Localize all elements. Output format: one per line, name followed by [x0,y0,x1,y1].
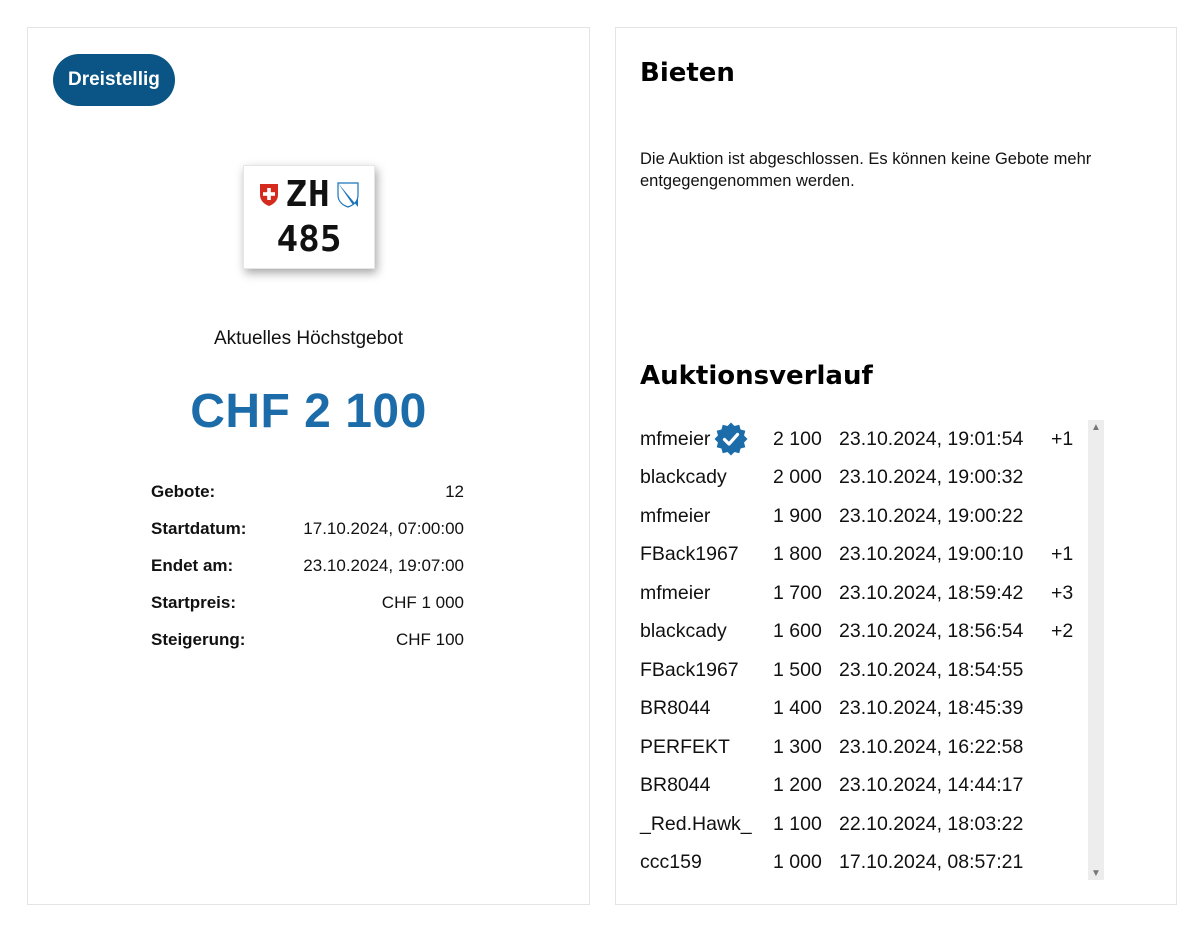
history-time: 22.10.2024, 18:03:22 [839,812,1024,835]
history-user-cell [640,736,773,759]
history-user: FBack1967 [640,543,739,566]
history-time: 23.10.2024, 16:22:58 [839,735,1024,758]
history-user: _Red.Hawk_ [640,812,752,835]
history-user: ccc159 [640,851,702,874]
history-user: BR8044 [640,697,711,720]
history-user-cell [640,505,773,528]
detail-bids [151,473,464,510]
verified-badge-icon [714,422,748,456]
history-extra-bids: +1 [1051,543,1074,566]
auction-details [151,473,464,658]
history-row [640,728,1088,767]
history-extra-bids: +3 [1051,581,1074,604]
bid-heading: Bieten [640,58,735,88]
detail-label: Steigerung: [151,629,246,649]
history-user: blackcady [640,466,727,489]
history-time: 23.10.2024, 18:45:39 [839,697,1024,720]
history-time: 23.10.2024, 18:54:55 [839,658,1024,681]
chevron-up-icon[interactable]: ▲ [1091,421,1101,433]
history-user: mfmeier [640,427,711,450]
category-badge[interactable]: Dreistellig [53,54,175,106]
history-user: blackcady [640,620,727,643]
chevron-down-icon[interactable]: ▼ [1091,867,1101,879]
detail-value: 17.10.2024, 07:00:00 [303,518,464,538]
auction-history-list [640,420,1088,882]
detail-start-price [151,584,464,621]
highest-bid-value: CHF 2 100 [190,385,427,438]
detail-value: CHF 1 000 [381,592,464,612]
history-row [640,497,1088,536]
detail-label: Startdatum: [151,518,247,538]
detail-value: 12 [445,481,464,501]
history-time: 23.10.2024, 18:59:42 [839,581,1024,604]
plate-number: 485 [276,219,342,260]
history-user-cell [640,697,773,720]
history-amount: 1 100 [773,812,822,835]
history-extra-bids: +1 [1051,427,1074,450]
history-amount: 2 000 [773,466,822,489]
history-amount: 1 200 [773,774,822,797]
history-row [640,844,1088,883]
history-time: 23.10.2024, 19:01:54 [839,427,1024,450]
history-amount: 1 600 [773,620,822,643]
history-amount: 1 400 [773,697,822,720]
detail-value: 23.10.2024, 19:07:00 [303,555,464,575]
history-user: PERFEKT [640,735,730,758]
history-amount: 1 500 [773,658,822,681]
history-user-cell [640,582,773,605]
zurich-crest-icon [337,182,359,208]
detail-end-date [151,547,464,584]
history-amount: 1 300 [773,735,822,758]
detail-increment [151,621,464,658]
history-row [640,459,1088,498]
history-time: 23.10.2024, 18:56:54 [839,620,1024,643]
highest-bid-label: Aktuelles Höchstgebot [213,328,404,349]
detail-label: Gebote: [151,481,216,501]
history-user: mfmeier [640,504,711,527]
history-user-cell [640,813,773,836]
history-user-cell [640,466,773,489]
auction-item-panel [27,27,590,905]
history-heading: Auktionsverlauf [640,361,873,391]
bidding-panel [615,27,1177,905]
history-user-cell [640,620,773,643]
history-row [640,420,1088,459]
detail-value: CHF 100 [395,629,464,649]
history-user-cell [640,543,773,566]
history-user-cell [640,659,773,682]
history-row [640,805,1088,844]
history-time: 23.10.2024, 19:00:10 [839,543,1024,566]
history-user-cell [640,851,773,874]
history-extra-bids: +2 [1051,620,1074,643]
swiss-flag-icon [259,183,279,207]
history-time: 23.10.2024, 19:00:22 [839,504,1024,527]
history-row [640,651,1088,690]
history-user-cell [640,774,773,797]
history-time: 23.10.2024, 14:44:17 [839,774,1024,797]
history-row [640,767,1088,806]
detail-label: Endet am: [151,555,234,575]
history-amount: 1 000 [773,851,822,874]
detail-start-date [151,510,464,547]
history-time: 17.10.2024, 08:57:21 [839,851,1024,874]
history-amount: 1 800 [773,543,822,566]
auction-closed-notice: Die Auktion ist abgeschlossen. Es können keine Gebote mehr entgegengenommen werden. [640,150,1092,190]
history-row [640,536,1088,575]
history-amount: 1 900 [773,504,822,527]
history-row [640,690,1088,729]
history-scrollbar[interactable] [1088,420,1104,880]
history-user: FBack1967 [640,658,739,681]
history-time: 23.10.2024, 19:00:32 [839,466,1024,489]
history-user-cell [640,422,773,456]
detail-label: Startpreis: [151,592,237,612]
license-plate [243,165,375,269]
plate-canton: ZH [285,174,331,215]
history-row [640,574,1088,613]
history-user: mfmeier [640,581,711,604]
history-row [640,613,1088,652]
history-amount: 1 700 [773,581,822,604]
history-amount: 2 100 [773,427,822,450]
history-user: BR8044 [640,774,711,797]
